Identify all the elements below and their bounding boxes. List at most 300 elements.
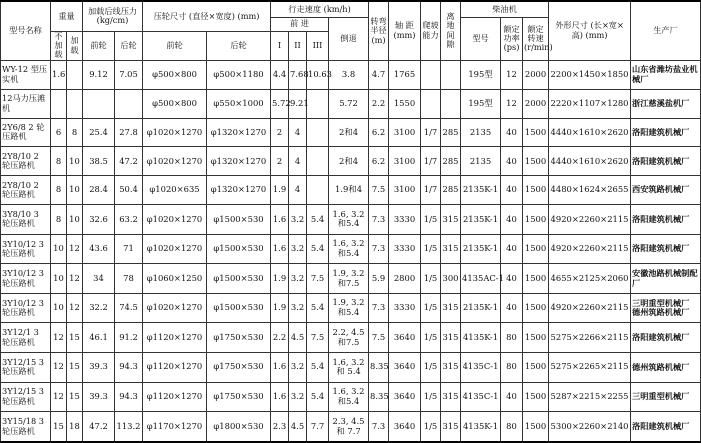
roller-rear-cell: φ500×1180 [207, 60, 271, 89]
table-row [1, 147, 701, 176]
speed-gear-2-cell: 4.5 [289, 412, 307, 442]
weight-ballasted-cell [67, 60, 83, 89]
engine-power-cell: 40 [501, 118, 523, 147]
roller-rear-cell: φ1750×530 [207, 352, 271, 382]
wheelbase-cell: 3640 [389, 352, 421, 382]
clearance-cell: 315 [441, 412, 461, 442]
speed-gear-2-cell: 4.5 [289, 323, 307, 353]
pressure-front-cell: 39.3 [83, 382, 115, 412]
speed-gear-1-cell: 2.3 [271, 412, 289, 442]
roller-rear-cell: φ1750×530 [207, 382, 271, 412]
roller-front-cell: φ1120×1270 [143, 382, 207, 412]
engine-rpm-cell: 1500 [523, 323, 549, 353]
header-speed-forward: 前 进 [271, 17, 329, 31]
weight-ballasted-cell: 15 [67, 352, 83, 382]
speed-reverse-cell: 2和4 [329, 118, 369, 147]
engine-model-cell: 195型 [461, 60, 501, 89]
wheelbase-cell: 3100 [389, 176, 421, 205]
turn-radius-cell: 2.2 [369, 89, 389, 118]
turn-radius-cell: 6.2 [369, 147, 389, 176]
weight-ballasted-cell: 15 [67, 323, 83, 353]
speed-reverse-cell: 1.9和4 [329, 176, 369, 205]
speed-gear-3-cell [307, 89, 329, 118]
speed-reverse-cell: 1.6, 3.2 和 5.4 [329, 352, 369, 382]
roller-front-cell: φ1020×1270 [143, 118, 207, 147]
weight-unballasted-cell: 12 [51, 382, 67, 412]
pressure-front-cell: 47.2 [83, 412, 115, 442]
climb-cell: 1/5 [421, 293, 441, 323]
model-cell: 3Y12/15 3 轮压路机 [1, 352, 51, 382]
wheelbase-cell: 3640 [389, 323, 421, 353]
clearance-cell: 315 [441, 323, 461, 353]
turn-radius-cell: 7.5 [369, 176, 389, 205]
engine-model-cell: 2135K-1 [461, 176, 501, 205]
dims-cell: 4440×1610×2620 [549, 118, 631, 147]
roller-rear-cell: φ1750×530 [207, 323, 271, 353]
speed-gear-2-cell: 3.2 [289, 234, 307, 264]
engine-model-cell: 4135K-1 [461, 412, 501, 442]
weight-ballasted-cell: 10 [67, 147, 83, 176]
pressure-rear-cell: 74.5 [115, 293, 143, 323]
speed-gear-1-cell: 2 [271, 118, 289, 147]
roller-front-cell: φ1170×1270 [143, 412, 207, 442]
speed-gear-3-cell [307, 176, 329, 205]
engine-power-cell: 40 [501, 147, 523, 176]
clearance-cell [441, 60, 461, 89]
speed-gear-3-cell [307, 147, 329, 176]
engine-model-cell: 2135 [461, 118, 501, 147]
speed-gear-1-cell: 2 [271, 147, 289, 176]
engine-power-cell: 40 [501, 293, 523, 323]
roller-rear-cell: φ550×1000 [207, 89, 271, 118]
turn-radius-cell: 6.2 [369, 118, 389, 147]
speed-gear-2-cell: 4 [289, 147, 307, 176]
engine-rpm-cell: 1500 [523, 293, 549, 323]
climb-cell: 1/7 [421, 147, 441, 176]
header-pressure: 加载后线压力 (kg/cm) [83, 1, 143, 31]
pressure-rear-cell: 91.2 [115, 323, 143, 353]
table-row [1, 412, 701, 442]
table-row [1, 205, 701, 235]
engine-power-cell: 40 [501, 205, 523, 235]
speed-gear-2-cell: 4 [289, 176, 307, 205]
pressure-rear-cell: 78 [115, 264, 143, 294]
pressure-rear-cell: 113.2 [115, 412, 143, 442]
speed-gear-3-cell: 7.5 [307, 264, 329, 294]
engine-model-cell: 2135 [461, 147, 501, 176]
manufacturer-cell: 德州筑路机械厂 [631, 352, 701, 382]
speed-gear-3-cell: 7.7 [307, 412, 329, 442]
engine-power-cell: 80 [501, 323, 523, 353]
speed-reverse-cell: 2和4 [329, 147, 369, 176]
weight-ballasted-cell: 10 [67, 176, 83, 205]
speed-reverse-cell: 1.6, 3.2 和5.4 [329, 205, 369, 235]
wheelbase-cell: 3100 [389, 118, 421, 147]
model-cell: 2Y8/10 2 轮压路机 [1, 147, 51, 176]
header-engine-power: 额定功率 (ps) [501, 17, 523, 60]
turn-radius-cell: 4.7 [369, 60, 389, 89]
speed-reverse-cell: 1.9, 3.2 和5.4 [329, 293, 369, 323]
engine-rpm-cell: 1500 [523, 412, 549, 442]
engine-rpm-cell: 1500 [523, 352, 549, 382]
pressure-rear-cell: 47.2 [115, 147, 143, 176]
speed-gear-1-cell: 1.9 [271, 293, 289, 323]
header-manufacturer: 生产厂 [631, 1, 701, 60]
header-engine-model: 型号 [461, 17, 501, 60]
weight-unballasted-cell: 8 [51, 147, 67, 176]
speed-gear-2-cell: 4 [289, 118, 307, 147]
manufacturer-cell: 洛阳建筑机械厂 [631, 118, 701, 147]
speed-gear-2-cell: 3.2 [289, 205, 307, 235]
climb-cell: 1/5 [421, 264, 441, 294]
header-pressure-rear: 后轮 [115, 31, 143, 60]
clearance-cell: 315 [441, 352, 461, 382]
pressure-front-cell: 39.3 [83, 352, 115, 382]
engine-model-cell: 4135K-1 [461, 323, 501, 353]
climb-cell: 1/7 [421, 118, 441, 147]
speed-gear-2-cell: 3.2 [289, 382, 307, 412]
roller-front-cell: φ1020×1270 [143, 147, 207, 176]
dims-cell: 4440×1610×2620 [549, 147, 631, 176]
clearance-cell: 285 [441, 147, 461, 176]
speed-gear-3-cell [307, 118, 329, 147]
dims-cell: 5300×2260×2140 [549, 412, 631, 442]
clearance-cell [441, 89, 461, 118]
pressure-rear-cell: 94.3 [115, 352, 143, 382]
model-cell: WY-12 型压实机 [1, 60, 51, 89]
weight-ballasted-cell: 12 [67, 234, 83, 264]
speed-gear-2-cell: 3.2 [289, 352, 307, 382]
model-cell: 2Y6/8 2 轮压路机 [1, 118, 51, 147]
model-cell: 3Y10/12 3 轮压路机 [1, 234, 51, 264]
speed-gear-1-cell: 5.72 [271, 89, 289, 118]
speed-gear-2-cell: 3.2 [289, 264, 307, 294]
roller-front-cell: φ1120×1270 [143, 323, 207, 353]
header-climb: 爬坡能力 [421, 1, 441, 60]
header-speed: 行走速度 (km/h) [271, 1, 369, 17]
engine-power-cell: 40 [501, 264, 523, 294]
weight-unballasted-cell: 12 [51, 323, 67, 353]
speed-gear-3-cell: 5.4 [307, 234, 329, 264]
engine-model-cell: 4135C-1 [461, 382, 501, 412]
weight-ballasted-cell: 18 [67, 412, 83, 442]
wheelbase-cell: 3330 [389, 293, 421, 323]
engine-model-cell: 2135K-1 [461, 205, 501, 235]
dims-cell: 5275×2265×2115 [549, 352, 631, 382]
manufacturer-cell: 西安筑路机械厂 [631, 176, 701, 205]
header-dims: 外形尺寸 (长×宽×高) (mm) [549, 1, 631, 60]
engine-rpm-cell: 1500 [523, 264, 549, 294]
header-wheelbase: 轴 距 (mm) [389, 1, 421, 60]
turn-radius-cell: 5.9 [369, 264, 389, 294]
header-pressure-front: 前轮 [83, 31, 115, 60]
header-weight: 重量 [51, 1, 83, 31]
speed-gear-1-cell: 1.6 [271, 382, 289, 412]
roller-front-cell: φ1060×1250 [143, 264, 207, 294]
dims-cell: 4655×2125×2060 [549, 264, 631, 294]
roller-front-cell: φ500×800 [143, 60, 207, 89]
pressure-front-cell: 25.4 [83, 118, 115, 147]
model-cell: 3Y8/10 3 轮压路机 [1, 205, 51, 235]
header-roller-front: 前轮 [143, 31, 207, 60]
engine-power-cell: 40 [501, 176, 523, 205]
weight-unballasted-cell: 15 [51, 412, 67, 442]
manufacturer-cell: 三明重型机械厂 德州筑路机械厂 [631, 293, 701, 323]
pressure-front-cell: 9.12 [83, 60, 115, 89]
pressure-rear-cell [115, 89, 143, 118]
engine-model-cell: 195型 [461, 89, 501, 118]
clearance-cell: 315 [441, 205, 461, 235]
pressure-front-cell: 32.2 [83, 293, 115, 323]
weight-ballasted-cell: 15 [67, 382, 83, 412]
pressure-rear-cell: 27.8 [115, 118, 143, 147]
weight-unballasted-cell: 8 [51, 176, 67, 205]
wheelbase-cell: 3100 [389, 147, 421, 176]
dims-cell: 4480×1624×2655 [549, 176, 631, 205]
manufacturer-cell: 浙江慈溪盐机厂 [631, 89, 701, 118]
model-cell: 2Y8/10 2 轮压路机 [1, 176, 51, 205]
engine-rpm-cell: 1500 [523, 118, 549, 147]
pressure-front-cell: 43.6 [83, 234, 115, 264]
header-weight-ballasted: 加载 [67, 31, 83, 60]
dims-cell: 4920×2260×2115 [549, 293, 631, 323]
dims-cell: 5275×2266×2115 [549, 323, 631, 353]
pressure-front-cell [83, 89, 115, 118]
engine-power-cell: 12 [501, 89, 523, 118]
table-row [1, 89, 701, 118]
header-gear-1: I [271, 31, 289, 60]
pressure-rear-cell: 7.05 [115, 60, 143, 89]
wheelbase-cell: 3640 [389, 412, 421, 442]
engine-model-cell: 4135C-1 [461, 352, 501, 382]
speed-gear-1-cell: 1.6 [271, 352, 289, 382]
table-row [1, 176, 701, 205]
table-row [1, 352, 701, 382]
speed-gear-3-cell: 5.4 [307, 352, 329, 382]
weight-unballasted-cell: 10 [51, 293, 67, 323]
model-cell: 12马力压滩机 [1, 89, 51, 118]
speed-gear-1-cell: 1.9 [271, 176, 289, 205]
speed-gear-3-cell: 5.4 [307, 293, 329, 323]
roller-rear-cell: φ1500×530 [207, 205, 271, 235]
table-row [1, 323, 701, 353]
roller-front-cell: φ1020×1270 [143, 234, 207, 264]
engine-rpm-cell: 2000 [523, 60, 549, 89]
clearance-cell: 285 [441, 176, 461, 205]
speed-gear-3-cell: 5.4 [307, 205, 329, 235]
header-weight-unballasted: 不加载 [51, 31, 67, 60]
engine-rpm-cell: 1500 [523, 234, 549, 264]
clearance-cell: 315 [441, 234, 461, 264]
roller-front-cell: φ1020×635 [143, 176, 207, 205]
roller-front-cell: φ1120×1270 [143, 352, 207, 382]
wheelbase-cell: 2800 [389, 264, 421, 294]
model-cell: 3Y10/12 3 轮压路机 [1, 293, 51, 323]
manufacturer-cell: 安徽池路机械制配厂 [631, 264, 701, 294]
weight-unballasted-cell [51, 89, 67, 118]
engine-power-cell: 40 [501, 234, 523, 264]
wheelbase-cell: 3330 [389, 234, 421, 264]
speed-gear-1-cell: 1.6 [271, 234, 289, 264]
climb-cell: 1/5 [421, 382, 441, 412]
pressure-rear-cell: 50.4 [115, 176, 143, 205]
model-cell: 3Y15/18 3 轮压路机 [1, 412, 51, 442]
speed-gear-3-cell: 5.4 [307, 382, 329, 412]
wheelbase-cell: 3330 [389, 205, 421, 235]
speed-gear-1-cell: 1.9 [271, 264, 289, 294]
engine-power-cell: 40 [501, 382, 523, 412]
model-cell: 3Y12/15 3 轮压路机 [1, 382, 51, 412]
header-gear-2: II [289, 31, 307, 60]
engine-power-cell: 80 [501, 352, 523, 382]
weight-unballasted-cell: 1.6 [51, 60, 67, 89]
pressure-rear-cell: 94.3 [115, 382, 143, 412]
speed-reverse-cell: 1.6, 3.2 和5.4 [329, 234, 369, 264]
speed-reverse-cell: 3.8 [329, 60, 369, 89]
header-engine-rpm: 额定转速 (r/min) [523, 17, 549, 60]
climb-cell: 1/5 [421, 234, 441, 264]
table-row [1, 60, 701, 89]
roller-rear-cell: φ1320×1270 [207, 176, 271, 205]
speed-gear-2-cell: 7.68 [289, 60, 307, 89]
weight-unballasted-cell: 10 [51, 264, 67, 294]
turn-radius-cell: 7.3 [369, 205, 389, 235]
spec-table-body [1, 60, 701, 442]
pressure-front-cell: 32.6 [83, 205, 115, 235]
roller-rear-cell: φ1500×530 [207, 234, 271, 264]
engine-rpm-cell: 1500 [523, 205, 549, 235]
table-row [1, 234, 701, 264]
table-row [1, 264, 701, 294]
speed-gear-3-cell: 7.5 [307, 323, 329, 353]
dims-cell: 4920×2260×2115 [549, 205, 631, 235]
dims-cell: 5287×2215×2255 [549, 382, 631, 412]
turn-radius-cell: 7.5 [369, 323, 389, 353]
climb-cell: 1/5 [421, 352, 441, 382]
clearance-cell: 315 [441, 293, 461, 323]
header-gear-3: III [307, 31, 329, 60]
speed-reverse-cell: 2.3, 4.5 和 7.7 [329, 412, 369, 442]
speed-gear-3-cell: 10.63 [307, 60, 329, 89]
pressure-front-cell: 28.4 [83, 176, 115, 205]
speed-gear-2-cell: 3.2 [289, 293, 307, 323]
table-row [1, 118, 701, 147]
header-clearance: 离 地 间 隙 [441, 1, 461, 60]
turn-radius-cell: 8.35 [369, 352, 389, 382]
clearance-cell: 315 [441, 382, 461, 412]
climb-cell: 1/5 [421, 323, 441, 353]
header-speed-reverse: 倒退 [329, 17, 369, 60]
speed-gear-1-cell: 1.6 [271, 205, 289, 235]
dims-cell: 4920×2260×2115 [549, 234, 631, 264]
header-roller-size: 压轮尺寸 (直径×宽度) (mm) [143, 1, 271, 31]
clearance-cell: 285 [441, 118, 461, 147]
roller-rear-cell: φ1800×530 [207, 412, 271, 442]
weight-unballasted-cell: 6 [51, 118, 67, 147]
wheelbase-cell: 1550 [389, 89, 421, 118]
table-row [1, 382, 701, 412]
pressure-rear-cell: 71 [115, 234, 143, 264]
manufacturer-cell: 洛阳建筑机械厂 [631, 205, 701, 235]
weight-unballasted-cell: 10 [51, 234, 67, 264]
weight-ballasted-cell: 12 [67, 264, 83, 294]
turn-radius-cell: 7.3 [369, 412, 389, 442]
roller-front-cell: φ1020×1270 [143, 293, 207, 323]
manufacturer-cell: 洛阳建筑机械厂 [631, 323, 701, 353]
manufacturer-cell: 三明重型机械厂 [631, 382, 701, 412]
manufacturer-cell: 山东省潍坊盐业机械厂 [631, 60, 701, 89]
speed-gear-1-cell: 2.2 [271, 323, 289, 353]
turn-radius-cell: 8.35 [369, 382, 389, 412]
climb-cell [421, 60, 441, 89]
climb-cell: 1/5 [421, 205, 441, 235]
turn-radius-cell: 7.3 [369, 293, 389, 323]
pressure-front-cell: 34 [83, 264, 115, 294]
engine-rpm-cell: 1500 [523, 147, 549, 176]
speed-reverse-cell: 1.9, 3.2 和7.5 [329, 264, 369, 294]
clearance-cell: 300 [441, 264, 461, 294]
roller-rear-cell: φ1500×530 [207, 264, 271, 294]
pressure-front-cell: 38.5 [83, 147, 115, 176]
climb-cell: 1/7 [421, 176, 441, 205]
climb-cell [421, 89, 441, 118]
speed-reverse-cell: 2.2, 4.5 和7.5 [329, 323, 369, 353]
weight-ballasted-cell: 8 [67, 118, 83, 147]
pressure-front-cell: 46.1 [83, 323, 115, 353]
table-row [1, 293, 701, 323]
weight-ballasted-cell [67, 89, 83, 118]
speed-gear-1-cell: 4.4 [271, 60, 289, 89]
speed-reverse-cell: 5.72 [329, 89, 369, 118]
engine-rpm-cell: 1500 [523, 176, 549, 205]
roller-rear-cell: φ1320×1270 [207, 118, 271, 147]
roller-rear-cell: φ1500×530 [207, 293, 271, 323]
dims-cell: 2200×1450×1850 [549, 60, 631, 89]
weight-unballasted-cell: 12 [51, 352, 67, 382]
speed-reverse-cell: 1.6, 3.2 和5.4 [329, 382, 369, 412]
engine-power-cell: 80 [501, 412, 523, 442]
wheelbase-cell: 1765 [389, 60, 421, 89]
weight-ballasted-cell: 12 [67, 293, 83, 323]
weight-unballasted-cell: 8 [51, 205, 67, 235]
header-model: 型号名称 [1, 1, 51, 60]
header-turn-radius: 转弯半径 (m) [369, 1, 389, 60]
wheelbase-cell: 3640 [389, 382, 421, 412]
model-cell: 3Y12/1 3 轮压路机 [1, 323, 51, 353]
pressure-rear-cell: 63.2 [115, 205, 143, 235]
engine-rpm-cell: 1500 [523, 382, 549, 412]
turn-radius-cell: 7.3 [369, 234, 389, 264]
roller-front-cell: φ500×800 [143, 89, 207, 118]
header-roller-rear: 后轮 [207, 31, 271, 60]
engine-rpm-cell: 2000 [523, 89, 549, 118]
dims-cell: 2220×1107×1280 [549, 89, 631, 118]
speed-gear-2-cell: 9.21 [289, 89, 307, 118]
engine-model-cell: 4135AC-1 [461, 264, 501, 294]
climb-cell: 1/5 [421, 412, 441, 442]
engine-model-cell: 2135K-1 [461, 234, 501, 264]
header-engine: 柴油机 [461, 1, 549, 17]
roller-rear-cell: φ1320×1270 [207, 147, 271, 176]
engine-power-cell: 12 [501, 60, 523, 89]
manufacturer-cell: 洛阳建筑机械厂 [631, 147, 701, 176]
engine-model-cell: 2135K-1 [461, 293, 501, 323]
weight-ballasted-cell: 10 [67, 205, 83, 235]
manufacturer-cell: 洛阳建筑机械厂 [631, 412, 701, 442]
roller-front-cell: φ1020×1270 [143, 205, 207, 235]
manufacturer-cell: 洛阳建筑机械厂 [631, 234, 701, 264]
model-cell: 3Y10/12 3 轮压路机 [1, 264, 51, 294]
